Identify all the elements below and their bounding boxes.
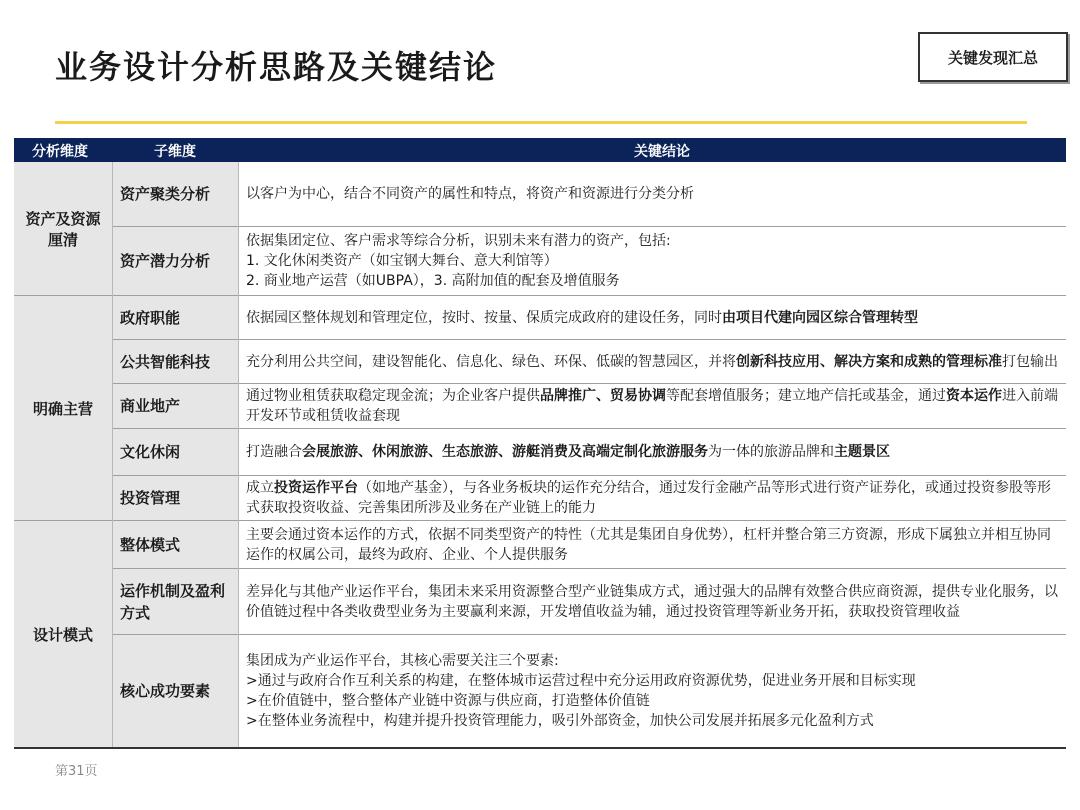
group-label: 设计模式 — [32, 625, 93, 644]
page-number: 第31页 — [55, 764, 98, 779]
conclusion-cell — [238, 162, 1066, 226]
group-core-business — [14, 296, 112, 520]
conclusion-line: 差异化与其他产业运作平台，集团未来采用资源整合型产业链集成方式，通过强大的品牌有效整合供应商资源，提供专业化服务，以价值链过程中各类收费型业务为主要赢利来源，开发增值收益为辅，通过投资管理等新业务开拓，获取投资管理收益 — [246, 583, 1058, 620]
conclusion-line: 以客户为中心，结合不同资产的属性和特点，将资产和资源进行分类分析 — [246, 186, 694, 202]
conclusion-text: 通过物业租赁获取稳定现金流；为企业客户提供品牌推广、贸易协调等配套增值服务；建立地产信托或基金，通过资本运作进入前端开发环节或租赁收益套现 — [246, 388, 1058, 424]
column-divider — [112, 162, 113, 748]
header-conclusion: 关键结论 — [634, 144, 690, 160]
conclusion-text: 依据园区整体规划和管理定位，按时、按量、保质完成政府的建设任务，同时由项目代建向园区综合管理转型 — [246, 309, 918, 326]
header-subdimension: 子维度 — [154, 144, 196, 160]
subdimension-cell: 整体模式 — [112, 521, 238, 568]
conclusion-cell — [238, 429, 1066, 475]
page-title: 业务设计分析思路及关键结论 — [55, 48, 498, 86]
table-bottom-rule — [14, 747, 1066, 749]
group-asset-resource — [14, 162, 112, 295]
key-findings-badge: 关键发现汇总 — [918, 32, 1068, 82]
conclusion-line: 2. 商业地产运营（如UBPA），3. 高附加值的配套及增值服务 — [246, 273, 620, 289]
conclusion-line: 1. 文化休闲类资产（如宝钢大舞台、意大利馆等） — [246, 253, 558, 269]
conclusion-line: 集团成为产业运作平台，其核心需要关注三个要素: — [246, 653, 559, 669]
subdimension-cell: 资产聚类分析 — [112, 162, 238, 226]
conclusion-text: 打造融合会展旅游、休闲旅游、生态旅游、游艇消费及高端定制化旅游服务为一体的旅游品牌和主题景区 — [246, 444, 890, 460]
conclusion-line: 主要会通过资本运作的方式，依据不同类型资产的特性（尤其是集团自身优势），杠杆并整合第三方资源，形成下属独立并相互协同运作的权属公司，最终为政府、企业、个人提供服务 — [246, 526, 1051, 563]
conclusion-text: 成立投资运作平台（如地产基金），与各业务板块的运作充分结合，通过发行金融产品等形式进行资产证券化，或通过投资参股等形式获取投资收益、完善集团所涉及业务在产业链上的能力 — [246, 480, 1051, 516]
group-label: 明确主营 — [32, 399, 93, 418]
conclusion-cell — [238, 521, 1066, 568]
conclusion-cell — [238, 569, 1066, 634]
group-design-model — [14, 521, 112, 747]
subdimension-cell: 资产潜力分析 — [112, 227, 238, 295]
subdimension-cell: 政府职能 — [112, 296, 238, 339]
conclusion-cell — [238, 296, 1066, 339]
conclusion-cell — [238, 384, 1066, 428]
conclusion-text: 充分利用公共空间，建设智能化、信息化、绿色、环保、低碳的智慧园区，并将创新科技应用、解决方案和成熟的管理标准打包输出 — [246, 353, 1058, 370]
conclusion-cell — [238, 476, 1066, 520]
table-header — [14, 138, 1066, 162]
conclusion-line: >在整体业务流程中，构建并提升投资管理能力，吸引外部资金，加快公司发展并拓展多元化盈利方式 — [246, 713, 874, 729]
header-dimension: 分析维度 — [32, 144, 88, 160]
subdimension-cell: 投资管理 — [112, 476, 238, 520]
conclusion-cell — [238, 340, 1066, 383]
column-divider — [238, 162, 239, 748]
subdimension-cell: 公共智能科技 — [112, 340, 238, 383]
conclusion-cell — [238, 227, 1066, 295]
group-label: 资产及资源厘清 — [25, 209, 101, 249]
conclusion-line: >通过与政府合作互利关系的构建，在整体城市运营过程中充分运用政府资源优势，促进业务开展和目标实现 — [246, 673, 916, 689]
subdimension-cell: 运作机制及盈利方式 — [112, 569, 238, 634]
conclusion-cell — [238, 635, 1066, 747]
conclusion-line: >在价值链中，整合整体产业链中资源与供应商，打造整体价值链 — [246, 693, 650, 709]
title-underline — [55, 121, 1027, 124]
conclusion-line: 依据集团定位、客户需求等综合分析，识别未来有潜力的资产，包括: — [246, 233, 671, 249]
subdimension-cell: 商业地产 — [112, 384, 238, 428]
subdimension-cell: 文化休闲 — [112, 429, 238, 475]
subdimension-cell: 核心成功要素 — [112, 635, 238, 747]
